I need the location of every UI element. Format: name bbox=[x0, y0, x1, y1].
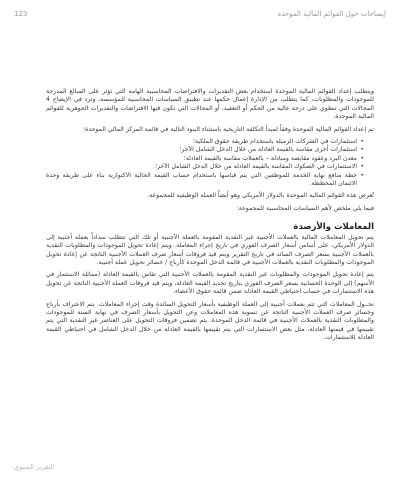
list-item: • الاستثمارات في الصكوك المقاسة بالقيمة العادلة من خلال الدخل الشامل الآخر؛ bbox=[46, 163, 364, 171]
running-title: إيضاحات حول القوائم المالية الموحدة bbox=[277, 10, 386, 18]
list-item: • خطة منافع نهاية الخدمة للموظفين التي يتم قياسها باستخدام حساب القيمة الحالية الاكتوارية بناء على طريقة وحدة الائتمان المخططة. bbox=[46, 172, 364, 189]
section-paragraph-1: يتم تحويل المعاملات المالية بالعملات الأجنبية غير النقدية المقومة بالعملة الأجنبية أو تلك التي تتطلب سداداً بعملة أجنبية إلى الدولار الأمريكي، على أساس أسعار الصرف الفوري في تاريخ إجراء المعاملة. ويتم إعادة تحويل الموجودات والمطلوبات النقدية بالعملات الأجنبية بسعر الصرف السائد في تاريخ التقرير ويتم قيد فروقات أسعار صرف العملات الأجنبية الناتجة عن إعادة تحويل الموجودات والمطلوبات النقدية بالعملات الأجنبية في قائمة الدخل الموحدة كأرباح / خسائر تحويل عملة أجنبية. bbox=[46, 233, 374, 266]
section-paragraph-2: يتم إعادة تحويل الموجودات والمطلوبات غير النقدية المقومة بالعملات الأجنبية التي تقاس بالقيمة العادلة (مماثلة الاستثمار في الأسهم) إلى الوحدة الحسابية بسعر الصرف الفوري بتاريخ تحديد القيمة العادلة، ويتم قيد فروقات العملة الأجنبية الناتجة عن تحويل هذه الاستثمارات في حساب احتياطي القيمة العادلة ضمن قائمة حقوق الأعضاء. bbox=[46, 271, 374, 296]
list-item: • معدن البرد وعقود مقايضة ومبادلة – بالعملات مقاسة بالقيمة العادلة؛ bbox=[46, 155, 364, 163]
section-heading: المعاملات والأرصدة bbox=[293, 222, 374, 233]
intro-paragraph-2: تم إعداد القوائم المالية الموحدة وفقاً لمبدأ التكلفة التاريخية باستثناء البنود التالية في قائمة المركز المالي الموحدة: bbox=[83, 125, 374, 133]
section-paragraph-3: تحــول المعاملات التي تتم بعملات أجنبية إلى العملة الوظيفية بأسعار التحويل السائدة وقت إجراء المعاملات. يتم الاعتراف بأرباح وخسائر صرف العملات الأجنبية الناتجة عن تسوية هذه المعاملات وعن التحويل بأسعار الصرف في نهاية السنة للموجودات والمطلوبات النقدية بالعملات الأجنبية في قائمة الدخل الموحدة. يتم تضمين فروقات التحويل على العناصر غير النقدية التي يتم تقييمها في قيمتها العادلة، مثل بعض الاستثمارات التي يتم تقييمها بالقيمة العادلة من خلال الدخل الشامل في احتياطي القيمة العادلة للاستثمارات. bbox=[46, 300, 374, 342]
policies-intro-paragraph: فيما يلي ملخص لأهم السياسات المحاسبية للمجموعة: bbox=[236, 204, 374, 212]
page-header bbox=[14, 10, 386, 24]
list-item: • استثمارات أخرى مقاسة بالقيمة العادلة من خلال الدخل الشامل الآخر؛ bbox=[46, 146, 364, 154]
list-item: • استثمارات في الشركات الزميلة باستخدام طريقة حقوق الملكية؛ bbox=[46, 138, 364, 146]
page-footer: التقرير السنوي bbox=[14, 463, 55, 471]
intro-paragraph-1: ويتطلب إعداد القوائم المالية الموحدة استخدام بعض التقديرات والافتراضات المحاسبية الهامة التي تؤثر على المبالغ المدرجة للموجودات والمطلوبات، كما يتطلب من الإدارة إعمال حكمها عند تطبيق السياسات المحاسبية للمؤسسة، وترد في الإيضاح 4 المجالات التي تنطوي على درجة عالية من الحكم أو التعقيد، أو المجالات التي تكون فيها الافتراضات والتقديرات الجوهرية للقوائم المالية الموحدة. bbox=[46, 88, 374, 121]
currency-paragraph: تُعرض هذه القوائم المالية الموحدة بالدولار الأمريكي وهو أيضاً العملة الوظيفية للمجموعة. bbox=[147, 192, 374, 200]
page-number: 123 bbox=[14, 10, 28, 18]
measurement-exceptions-list bbox=[46, 138, 374, 188]
document-body bbox=[46, 88, 374, 347]
